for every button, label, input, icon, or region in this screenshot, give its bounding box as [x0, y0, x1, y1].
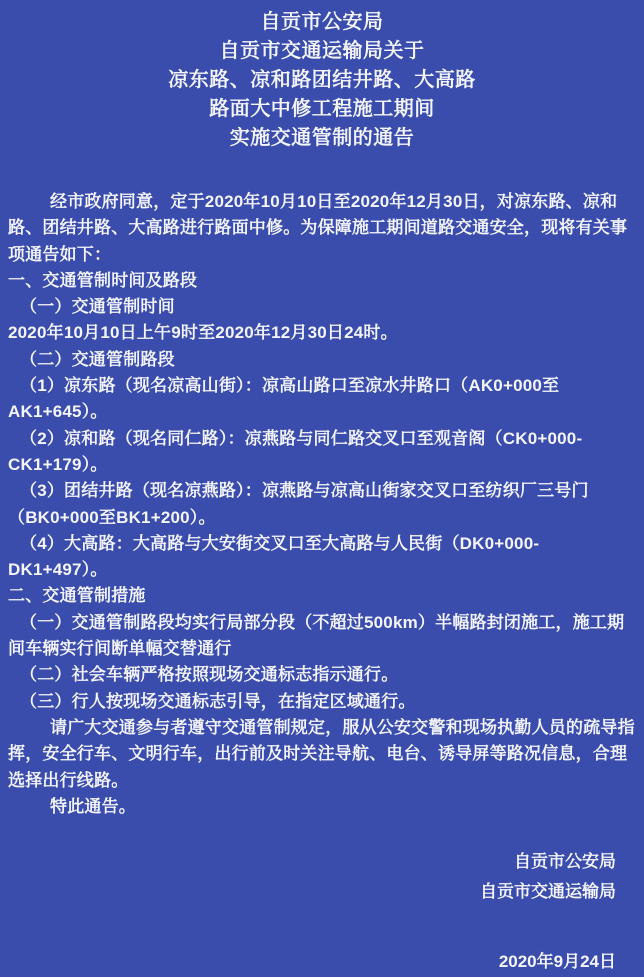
signature-block [8, 847, 636, 977]
signature-agency-2: 自贡市交通运输局 [480, 882, 616, 902]
road-section-2: （2）凉和路（现名同仁路）：凉燕路与同仁路交叉口至观音阁（CK0+000-CK1+179）。 [8, 428, 583, 474]
section-1-heading: 一、交通管制时间及路段 [8, 270, 198, 290]
title-line-5: 实施交通管制的通告 [229, 127, 415, 149]
title-line-3: 凉东路、凉和路团结井路、大高路 [168, 69, 476, 91]
road-section-4: （4）大高路：大高路与大安街交叉口至大高路与人民街（DK0+000-DK1+497）。 [8, 533, 540, 580]
measure-2: （二）社会车辆严格按照现场交通标志指示通行。 [20, 665, 399, 685]
section-1-item-1-heading: （一）交通管制时间 [20, 297, 175, 317]
control-time-text: 2020年10月10日上午9时至2020年12月30日24时。 [8, 323, 398, 343]
section-2-heading: 二、交通管制措施 [8, 586, 146, 606]
signature-agency-1: 自贡市公安局 [514, 852, 616, 872]
paragraph-intro: 经市政府同意，定于2020年10月10日至2020年12月30日，对凉东路、凉和路、团结井路、大高路进行路面中修。为保障施工期间道路交通安全，现将有关事项通告如下： [8, 192, 628, 264]
title-line-2: 自贡市交通运输局关于 [219, 40, 425, 62]
section-1-item-2-heading: （二）交通管制路段 [20, 349, 175, 369]
measure-3: （三）行人按现场交通标志引导，在指定区域通行。 [20, 691, 416, 711]
title-line-4: 路面大中修工程施工期间 [209, 98, 435, 120]
signature-date: 2020年9月24日 [498, 952, 616, 972]
paragraph-closing: 特此通告。 [50, 796, 136, 816]
notice-title [8, 8, 636, 153]
measure-1: （一）交通管制路段均实行局部分段（不超过500km）半幅路封闭施工，施工期间车辆实行间断单幅交替通行 [8, 612, 625, 659]
road-section-3: （3）团结井路（现名凉燕路）：凉燕路与凉高山街家交叉口至纺织厂三号门（BK0+000至BK1+200）。 [8, 481, 589, 527]
title-line-1: 自贡市公安局 [260, 11, 384, 33]
road-section-1: （1）凉东路（现名凉高山街）：凉高山路口至凉水井路口（AK0+000至AK1+645）。 [8, 376, 560, 422]
notice-body [8, 189, 636, 820]
paragraph-appeal: 请广大交通参与者遵守交通管制规定，服从公安交警和现场执勤人员的疏导指挥，安全行车、文明行车，出行前及时关注导航、电台、诱导屏等路况信息，合理选择出行线路。 [8, 717, 635, 790]
